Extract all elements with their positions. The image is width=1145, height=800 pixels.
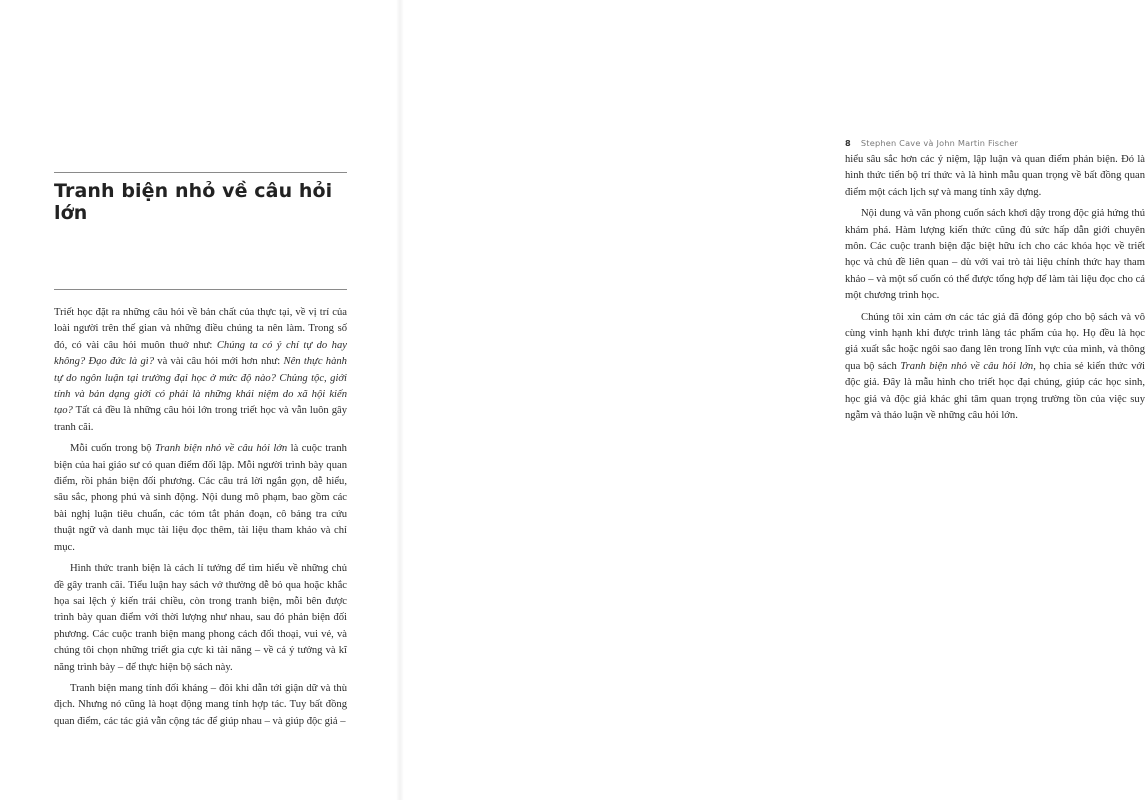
paragraph-text: hiểu sâu sắc hơn các ý niệm, lập luận và quan điểm phản biện. Đó là hình thức tiến bộ trí thức và là hình mẫu quan trọng về bất đồng quan điểm một cách lịch sự và mang tính xây dựng. bbox=[845, 154, 1145, 198]
left-body-text bbox=[54, 305, 347, 730]
chapter-title: Tranh biện nhỏ về câu hỏi lớn bbox=[54, 180, 333, 224]
italic-text: Tranh biện nhỏ về câu hỏi lớn bbox=[154, 443, 288, 455]
chapter-title-bottom-rule bbox=[54, 289, 347, 290]
body-paragraph bbox=[54, 561, 347, 676]
body-paragraph bbox=[54, 441, 347, 556]
right-body-text bbox=[845, 152, 1145, 425]
body-paragraph bbox=[54, 681, 347, 730]
italic-text: Nên thực hành tự do ngôn luận tại trường đại học ở mức độ nào? Chủng tộc, giới tính và bản dạng giới có phải là những khái niệm do xã hội kiến tạo? bbox=[54, 356, 347, 417]
left-page bbox=[0, 0, 400, 800]
body-paragraph bbox=[845, 310, 1145, 425]
running-head-authors: Stephen Cave và John Martin Fischer bbox=[860, 138, 1019, 148]
paragraph-text: Hình thức tranh biện là cách lí tưởng để tìm hiểu về những chủ đề gây tranh cãi. Tiểu luận hay sách vở thường dễ bỏ qua hoặc khắc họa sai lệch ý kiến trái chiều, còn trong tranh biện, mỗi bên được trình bày quan điểm với thời lượng như nhau, sau đó phản biện đối phương. Các cuộc tranh biện mang phong cách đối thoại, vui vẻ, và chúng tôi chọn những triết gia cực kì tài năng – về cả ý tưởng và kĩ năng trình bày – để thực hiện bộ sách này. bbox=[54, 563, 347, 673]
paragraph-text: Mỗi cuốn trong bộ bbox=[70, 443, 155, 455]
paragraph-text: Tranh biện mang tính đối kháng – đôi khi dẫn tới giận dữ và thù địch. Nhưng nó cũng là hoạt động mang tính hợp tác. Tuy bất đồng quan điểm, các tác giả vẫn cộng tác để giúp nhau – và giúp độc giả – bbox=[54, 682, 347, 727]
body-paragraph bbox=[845, 206, 1145, 304]
paragraph-text: Triết học đặt ra những câu hỏi về bản chất của thực tại, về vị trí của loài người trên thế gian và những điều chúng ta nên làm. Trong số đó, có vài câu hỏi muôn thuở như: bbox=[54, 307, 347, 351]
book-gutter bbox=[396, 0, 404, 800]
paragraph-text: Nội dung và văn phong cuốn sách khơi dậy trong độc giả hứng thú khám phá. Hàm lượng kiến thức cũng đủ sức hấp dẫn giới chuyên môn. Các cuộc tranh biện đặc biệt hữu ích cho các khóa học về triết học và chủ đề liên quan – dù với vai trò tài liệu chính thức hay tham khảo – và một số cuốn có thể được tổng hợp để làm tài liệu đọc cho cả một chương trình học. bbox=[845, 208, 1145, 302]
running-head bbox=[845, 138, 1018, 148]
paragraph-text: , họ chia sẻ kiến thức với độc giả. Đây là mẫu hình cho triết học đại chúng, giúp các học sinh, học giả và độc giả khác ghi tâm quan trọng trường tồn của việc suy ngẫm và thảo luận về những câu hỏi lớn. bbox=[845, 360, 1145, 422]
paragraph-text: Tất cả đều là những câu hỏi lớn trong triết học và vẫn luôn gây tranh cãi. bbox=[54, 405, 347, 433]
italic-text: Tranh biện nhỏ về câu hỏi lớn bbox=[900, 360, 1034, 372]
right-page bbox=[400, 0, 1145, 800]
paragraph-text: Chúng tôi xin cảm ơn các tác giả đã đóng góp cho bộ sách và vô cùng vinh hạnh khi được trình làng tác phẩm của họ. Họ đều là học giả xuất sắc hoặc ngôi sao đang lên trong lĩnh vực của mình, và thông qua bộ sách bbox=[845, 311, 1145, 372]
body-paragraph bbox=[845, 152, 1145, 201]
paragraph-text: là cuộc tranh biện của hai giáo sư có quan điểm đối lập. Mỗi người trình bày quan điểm, rồi phản biện đối phương. Các câu trả lời ngắn gọn, dễ hiểu, sâu sắc, phong phú và sinh động. Nội dung mô phạm, bao gồm các bài nghị luận tiêu chuẩn, các tóm tắt phản đoạn, cô bảng tra cứu thuật ngữ và danh mục tài liệu đọc thêm, tài liệu tham khảo và chỉ mục. bbox=[54, 443, 347, 553]
body-paragraph bbox=[54, 305, 347, 436]
paragraph-text: và vài câu hỏi mới hơn như: bbox=[154, 356, 284, 368]
page-number: 8 bbox=[845, 138, 851, 148]
chapter-title-top-rule bbox=[54, 172, 347, 173]
italic-text: Chúng ta có ý chí tự do hay không? Đạo đức là gì? bbox=[54, 339, 347, 368]
